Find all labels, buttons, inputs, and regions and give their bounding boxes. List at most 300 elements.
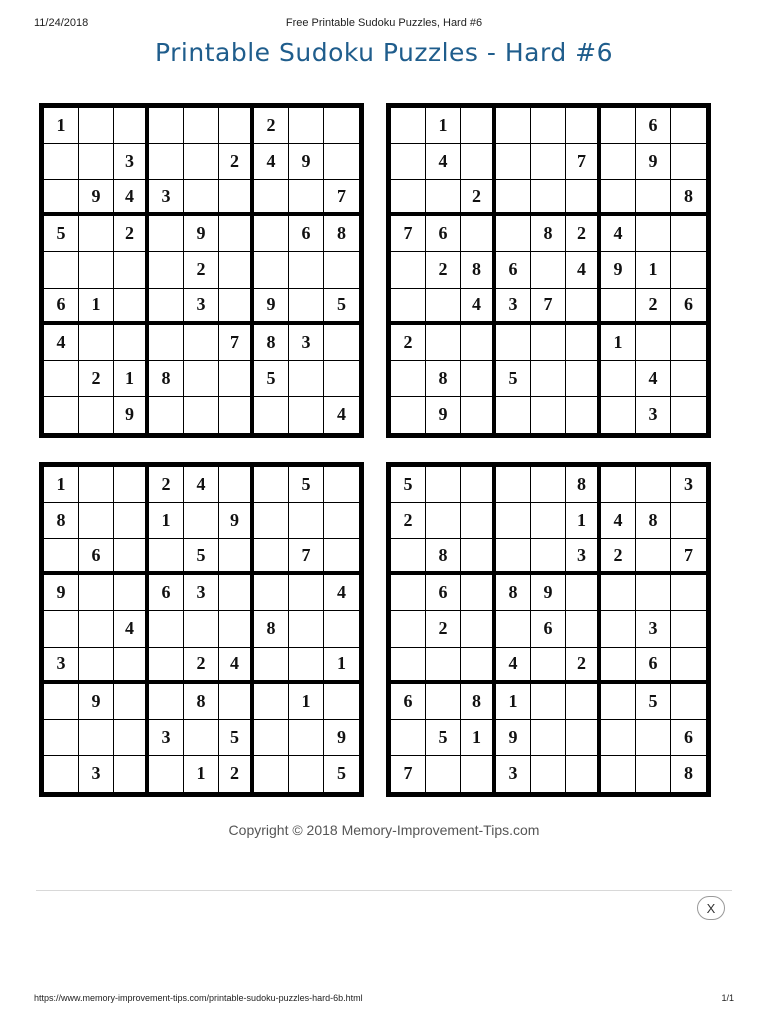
sudoku-cell: 8	[461, 684, 496, 720]
sudoku-cell	[289, 611, 324, 647]
sudoku-cell	[149, 648, 184, 684]
sudoku-cell	[671, 648, 706, 684]
sudoku-cell	[289, 575, 324, 611]
sudoku-cell	[79, 144, 114, 180]
sudoku-cell	[461, 325, 496, 361]
sudoku-cell	[149, 397, 184, 433]
sudoku-cell	[496, 180, 531, 216]
sudoku-cell: 5	[337, 763, 346, 784]
divider	[36, 890, 732, 891]
sudoku-cell: 6	[79, 539, 114, 575]
sudoku-puzzle-4	[386, 462, 711, 797]
sudoku-cell: 6	[44, 289, 79, 325]
sudoku-cell	[114, 289, 149, 325]
sudoku-cell: 8	[426, 539, 461, 575]
sudoku-cell	[289, 289, 324, 325]
sudoku-cell	[289, 503, 324, 539]
sudoku-cell: 6	[636, 648, 671, 684]
sudoku-cell: 3	[149, 720, 184, 756]
sudoku-cell	[531, 467, 566, 503]
sudoku-cell	[219, 611, 254, 647]
sudoku-cell	[289, 397, 324, 433]
sudoku-cell: 6	[496, 252, 531, 288]
sudoku-cell: 5	[289, 467, 324, 503]
sudoku-cell	[254, 575, 289, 611]
sudoku-cell	[79, 575, 114, 611]
sudoku-cell	[391, 108, 426, 144]
print-date: 11/24/2018	[34, 17, 89, 29]
sudoku-cell: 4	[426, 144, 461, 180]
sudoku-cell	[324, 684, 359, 720]
sudoku-cell	[391, 289, 426, 325]
sudoku-cell	[601, 108, 636, 144]
sudoku-cell	[566, 325, 601, 361]
sudoku-cell	[254, 756, 289, 792]
sudoku-cell: 9	[324, 720, 359, 756]
footer-url: https://www.memory-improvement-tips.com/printable-sudoku-puzzles-hard-6b.html	[34, 993, 363, 1003]
sudoku-cell: 4	[601, 503, 636, 539]
sudoku-cell	[391, 361, 426, 397]
sudoku-cell	[671, 575, 706, 611]
sudoku-cell	[671, 108, 706, 144]
sudoku-cell	[531, 180, 566, 216]
sudoku-cell: 9	[184, 216, 219, 252]
sudoku-cell: 3	[114, 144, 149, 180]
sudoku-cell: 8	[671, 180, 706, 216]
sudoku-cell	[114, 648, 149, 684]
sudoku-cell: 2	[601, 539, 636, 575]
sudoku-cell	[184, 720, 219, 756]
sudoku-cell: 6	[671, 289, 706, 325]
sudoku-cell: 2	[391, 503, 426, 539]
sudoku-cell: 8	[149, 361, 184, 397]
sudoku-cell	[496, 539, 531, 575]
sudoku-cell	[149, 108, 184, 144]
sudoku-cell	[324, 108, 359, 144]
sudoku-cell: 6	[426, 216, 461, 252]
sudoku-cell	[601, 684, 636, 720]
sudoku-cell	[79, 611, 114, 647]
sudoku-cell	[254, 180, 289, 216]
sudoku-cell	[531, 397, 566, 433]
sudoku-puzzle-1	[39, 103, 364, 438]
sudoku-cell	[219, 252, 254, 288]
sudoku-cell: 3	[184, 575, 219, 611]
sudoku-cell	[324, 539, 359, 575]
sudoku-cell	[496, 467, 531, 503]
sudoku-cell	[426, 180, 461, 216]
sudoku-cell	[391, 252, 426, 288]
sudoku-cell	[566, 361, 601, 397]
sudoku-cell	[44, 252, 79, 288]
sudoku-cell	[391, 180, 426, 216]
sudoku-cell: 2	[566, 648, 601, 684]
sudoku-cell	[44, 720, 79, 756]
sudoku-cell	[219, 397, 254, 433]
sudoku-cell	[636, 180, 671, 216]
sudoku-cell: 3	[671, 467, 706, 503]
sudoku-cell	[44, 611, 79, 647]
sudoku-cell	[601, 361, 636, 397]
sudoku-cell	[149, 216, 184, 252]
sudoku-cell: 3	[566, 539, 601, 575]
sudoku-cell	[289, 648, 324, 684]
sudoku-cell	[79, 467, 114, 503]
sudoku-cell	[219, 216, 254, 252]
sudoku-cell	[601, 180, 636, 216]
sudoku-cell: 5	[184, 539, 219, 575]
sudoku-cell: 5	[391, 467, 426, 503]
sudoku-cell	[114, 467, 149, 503]
sudoku-cell	[254, 539, 289, 575]
sudoku-cell	[149, 144, 184, 180]
footer-page-number: 1/1	[721, 993, 734, 1003]
sudoku-cell: 8	[531, 216, 566, 252]
sudoku-cell	[461, 503, 496, 539]
sudoku-cell: 3	[149, 180, 184, 216]
sudoku-cell	[461, 756, 496, 792]
sudoku-cell	[184, 108, 219, 144]
sudoku-cell: 7	[671, 539, 706, 575]
sudoku-cell: 9	[531, 575, 566, 611]
sudoku-cell	[566, 611, 601, 647]
sudoku-cell	[44, 397, 79, 433]
sudoku-cell: 4	[114, 180, 149, 216]
sudoku-cell	[601, 397, 636, 433]
sudoku-cell: 9	[601, 252, 636, 288]
sudoku-cell	[79, 503, 114, 539]
sudoku-cell	[391, 720, 426, 756]
sudoku-cell	[149, 539, 184, 575]
sudoku-cell	[219, 684, 254, 720]
sudoku-cell: 2	[149, 467, 184, 503]
sudoku-cell	[324, 467, 359, 503]
sudoku-cell: 6	[289, 216, 324, 252]
sudoku-cell	[566, 180, 601, 216]
sudoku-cell	[496, 503, 531, 539]
sudoku-cell: 7	[289, 539, 324, 575]
sudoku-cell: 1	[566, 503, 601, 539]
sudoku-cell	[671, 684, 706, 720]
sudoku-cell	[324, 361, 359, 397]
sudoku-cell: 8	[44, 503, 79, 539]
sudoku-cell: 6	[636, 108, 671, 144]
sudoku-cell	[461, 648, 496, 684]
sudoku-cell: 9	[79, 684, 114, 720]
sudoku-cell	[671, 611, 706, 647]
sudoku-cell: 1	[114, 361, 149, 397]
sudoku-cell: 4	[566, 252, 601, 288]
sudoku-cell	[114, 252, 149, 288]
sudoku-cell	[671, 216, 706, 252]
sudoku-cell: 1	[324, 648, 359, 684]
sudoku-cell	[289, 720, 324, 756]
sudoku-cell	[531, 756, 566, 792]
sudoku-cell	[184, 611, 219, 647]
sudoku-cell	[184, 503, 219, 539]
sudoku-cell	[254, 467, 289, 503]
sudoku-cell	[391, 575, 426, 611]
sudoku-cell: 3	[44, 648, 79, 684]
sudoku-cell	[461, 539, 496, 575]
sudoku-cell: 3	[636, 397, 671, 433]
sudoku-cell	[636, 539, 671, 575]
sudoku-cell: 2	[184, 252, 219, 288]
sudoku-cell	[426, 684, 461, 720]
sudoku-cell	[254, 397, 289, 433]
sudoku-cell	[44, 361, 79, 397]
sudoku-cell	[289, 180, 324, 216]
sudoku-cell: 9	[219, 503, 254, 539]
sudoku-cell	[149, 684, 184, 720]
sudoku-cell: 5	[636, 684, 671, 720]
sudoku-cell: 1	[601, 325, 636, 361]
sudoku-cell: 4	[219, 648, 254, 684]
sudoku-cell	[254, 720, 289, 756]
sudoku-cell: 5	[44, 216, 79, 252]
sudoku-cell	[671, 361, 706, 397]
sudoku-cell: 8	[684, 763, 693, 784]
sudoku-cell: 7	[324, 180, 359, 216]
sudoku-cell: 7	[391, 756, 426, 792]
sudoku-cell	[636, 756, 671, 792]
sudoku-cell: 5	[254, 361, 289, 397]
sudoku-cell	[391, 144, 426, 180]
sudoku-cell	[496, 611, 531, 647]
sudoku-cell	[426, 756, 461, 792]
sudoku-cell: 9	[79, 180, 114, 216]
sudoku-cell	[531, 539, 566, 575]
sudoku-cell	[391, 397, 426, 433]
sudoku-cell	[219, 180, 254, 216]
sudoku-cell: 2	[391, 325, 426, 361]
sudoku-cell	[636, 216, 671, 252]
sudoku-cell	[391, 611, 426, 647]
sudoku-cell	[289, 252, 324, 288]
sudoku-cell	[426, 325, 461, 361]
sudoku-cell	[149, 611, 184, 647]
sudoku-cell	[671, 503, 706, 539]
sudoku-cell	[219, 361, 254, 397]
sudoku-cell: 4	[184, 467, 219, 503]
sudoku-cell: 1	[44, 108, 79, 144]
sudoku-cell	[566, 575, 601, 611]
sudoku-cell	[426, 289, 461, 325]
sudoku-cell: 8	[461, 252, 496, 288]
sudoku-cell: 2	[566, 216, 601, 252]
sudoku-cell: 4	[114, 611, 149, 647]
sudoku-cell	[184, 397, 219, 433]
sudoku-cell: 1	[149, 503, 184, 539]
sudoku-cell	[79, 216, 114, 252]
print-header-title: Free Printable Sudoku Puzzles, Hard #6	[285, 17, 483, 29]
sudoku-cell	[636, 575, 671, 611]
sudoku-cell	[426, 648, 461, 684]
sudoku-cell: 9	[44, 575, 79, 611]
sudoku-cell: 8	[426, 361, 461, 397]
sudoku-cell	[426, 467, 461, 503]
sudoku-cell	[324, 325, 359, 361]
close-icon: X	[706, 900, 716, 916]
sudoku-cell	[219, 575, 254, 611]
sudoku-cell: 4	[496, 648, 531, 684]
sudoku-cell	[461, 361, 496, 397]
sudoku-cell	[601, 648, 636, 684]
sudoku-cell	[391, 648, 426, 684]
sudoku-cell	[324, 611, 359, 647]
sudoku-cell: 4	[337, 404, 346, 425]
sudoku-cell	[114, 539, 149, 575]
sudoku-cell	[219, 108, 254, 144]
sudoku-cell: 1	[496, 684, 531, 720]
sudoku-cell	[531, 325, 566, 361]
sudoku-cell	[531, 720, 566, 756]
sudoku-cell	[149, 252, 184, 288]
sudoku-cell	[601, 756, 636, 792]
sudoku-cell: 7	[566, 144, 601, 180]
sudoku-cell	[79, 648, 114, 684]
sudoku-cell: 8	[324, 216, 359, 252]
sudoku-cell	[114, 503, 149, 539]
sudoku-cell	[219, 289, 254, 325]
sudoku-cell: 8	[254, 325, 289, 361]
sudoku-cell: 4	[601, 216, 636, 252]
sudoku-cell: 9	[496, 720, 531, 756]
sudoku-cell	[636, 467, 671, 503]
sudoku-cell	[496, 108, 531, 144]
sudoku-cell: 6	[149, 575, 184, 611]
sudoku-cell: 2	[636, 289, 671, 325]
sudoku-cell: 4	[461, 289, 496, 325]
sudoku-cell	[79, 108, 114, 144]
sudoku-cell	[184, 180, 219, 216]
sudoku-cell: 8	[184, 684, 219, 720]
sudoku-cell	[496, 325, 531, 361]
sudoku-cell	[114, 108, 149, 144]
sudoku-cell	[254, 684, 289, 720]
sudoku-cell	[566, 756, 601, 792]
sudoku-cell	[184, 144, 219, 180]
sudoku-cell: 9	[426, 397, 461, 433]
sudoku-cell: 2	[114, 216, 149, 252]
sudoku-cell	[636, 720, 671, 756]
sudoku-cell: 8	[566, 467, 601, 503]
sudoku-cell	[461, 108, 496, 144]
sudoku-cell	[289, 361, 324, 397]
sudoku-cell	[601, 720, 636, 756]
sudoku-cell: 9	[289, 144, 324, 180]
sudoku-cell	[601, 611, 636, 647]
sudoku-cell: 4	[44, 325, 79, 361]
sudoku-puzzle-3	[39, 462, 364, 797]
sudoku-cell: 9	[254, 289, 289, 325]
sudoku-cell	[461, 144, 496, 180]
sudoku-cell	[461, 467, 496, 503]
sudoku-cell	[531, 144, 566, 180]
sudoku-cell: 2	[254, 108, 289, 144]
sudoku-cell	[219, 539, 254, 575]
sudoku-cell: 4	[636, 361, 671, 397]
sudoku-cell: 6	[391, 684, 426, 720]
sudoku-cell: 6	[671, 720, 706, 756]
sudoku-cell	[114, 756, 149, 792]
sudoku-cell: 8	[636, 503, 671, 539]
sudoku-cell: 3	[496, 756, 531, 792]
sudoku-cell: 3	[79, 756, 114, 792]
sudoku-cell	[79, 325, 114, 361]
sudoku-cell	[566, 108, 601, 144]
sudoku-cell	[601, 575, 636, 611]
sudoku-cell	[114, 325, 149, 361]
sudoku-cell	[114, 720, 149, 756]
sudoku-cell	[114, 575, 149, 611]
sudoku-cell	[531, 684, 566, 720]
sudoku-cell: 4	[324, 575, 359, 611]
sudoku-cell	[636, 325, 671, 361]
sudoku-cell: 2	[219, 144, 254, 180]
sudoku-cell	[114, 684, 149, 720]
sudoku-cell	[79, 252, 114, 288]
sudoku-cell: 1	[426, 108, 461, 144]
sudoku-cell	[44, 144, 79, 180]
sudoku-cell	[289, 756, 324, 792]
sudoku-cell	[566, 720, 601, 756]
sudoku-cell	[219, 467, 254, 503]
sudoku-cell: 7	[391, 216, 426, 252]
sudoku-cell	[531, 361, 566, 397]
sudoku-cell: 8	[254, 611, 289, 647]
sudoku-cell: 6	[426, 575, 461, 611]
sudoku-cell	[531, 252, 566, 288]
sudoku-cell	[79, 397, 114, 433]
sudoku-puzzle-2	[386, 103, 711, 438]
copyright-notice: Copyright © 2018 Memory-Improvement-Tips.com	[228, 822, 540, 838]
sudoku-cell	[254, 216, 289, 252]
sudoku-cell	[44, 539, 79, 575]
sudoku-cell	[496, 144, 531, 180]
sudoku-cell: 5	[219, 720, 254, 756]
sudoku-cell	[149, 325, 184, 361]
sudoku-cell	[324, 144, 359, 180]
sudoku-cell	[289, 108, 324, 144]
sudoku-cell	[254, 648, 289, 684]
sudoku-cell: 7	[531, 289, 566, 325]
sudoku-cell: 2	[461, 180, 496, 216]
sudoku-cell	[601, 467, 636, 503]
sudoku-cell	[184, 325, 219, 361]
sudoku-cell	[391, 539, 426, 575]
sudoku-cell	[566, 684, 601, 720]
sudoku-cell	[671, 144, 706, 180]
sudoku-cell: 8	[496, 575, 531, 611]
sudoku-cell	[44, 756, 79, 792]
sudoku-cell	[254, 503, 289, 539]
sudoku-cell	[149, 289, 184, 325]
sudoku-cell: 2	[426, 252, 461, 288]
close-button[interactable]	[697, 896, 725, 920]
sudoku-cell	[601, 144, 636, 180]
sudoku-cell	[496, 216, 531, 252]
sudoku-cell	[461, 216, 496, 252]
sudoku-cell	[149, 756, 184, 792]
sudoku-cell	[671, 325, 706, 361]
sudoku-cell: 1	[184, 756, 219, 792]
sudoku-cell: 1	[461, 720, 496, 756]
sudoku-cell: 1	[79, 289, 114, 325]
sudoku-cell: 3	[636, 611, 671, 647]
sudoku-cell	[461, 611, 496, 647]
sudoku-cell	[184, 361, 219, 397]
